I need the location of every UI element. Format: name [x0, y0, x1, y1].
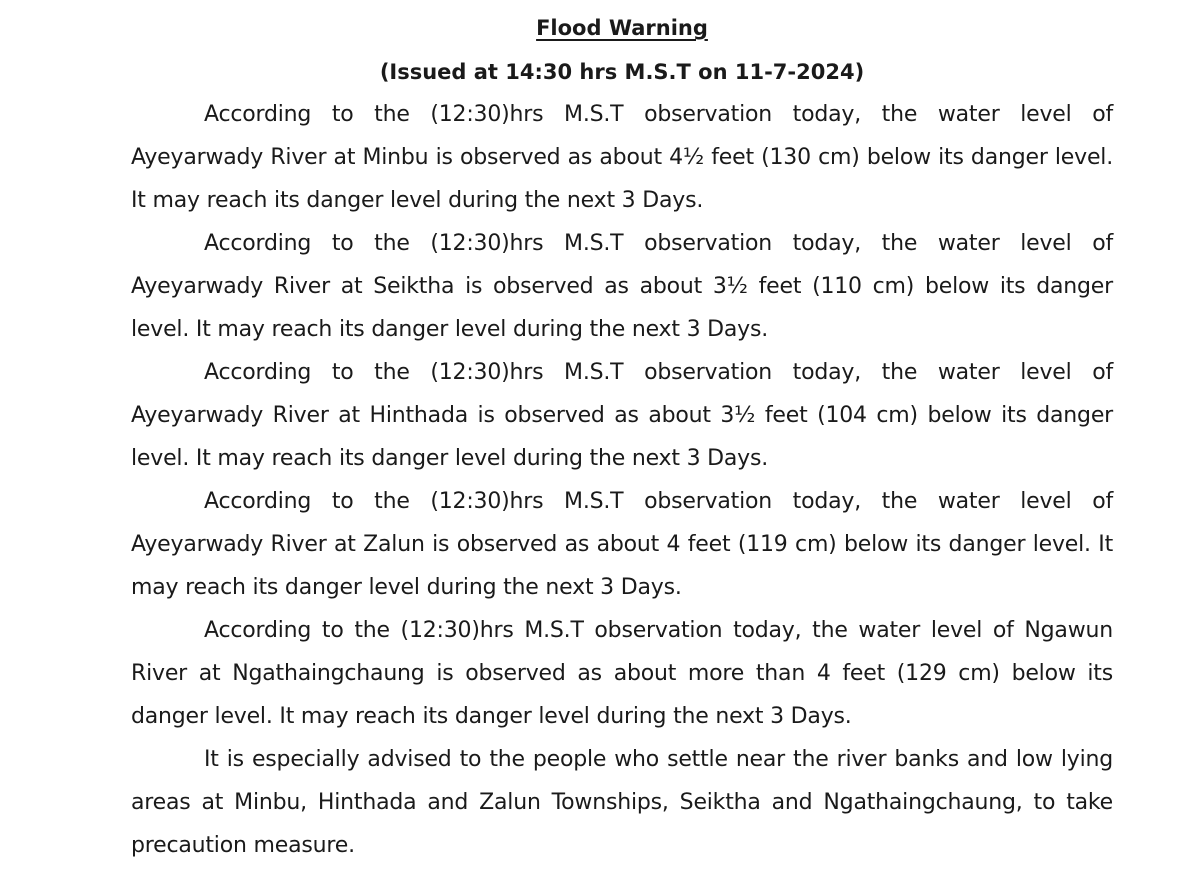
- paragraph-advisory: It is especially advised to the people who settle near the river banks and low lying areas at Minbu, Hinthada and Zalun Townships, Seiktha and Ngathaingchaung, to take precaution measure.: [131, 747, 1113, 858]
- paragraph-hinthada: According to the (12:30)hrs M.S.T observation today, the water level of Ayeyarwady River at Hinthada is observed as about 3½ feet (104 cm) below its danger level. It may reach its danger level during the next 3 Days.: [131, 360, 1113, 471]
- document-title-text: Flood Warning: [536, 16, 708, 40]
- document-title: [0, 12, 1200, 44]
- paragraph-minbu: According to the (12:30)hrs M.S.T observation today, the water level of Ayeyarwady River at Minbu is observed as about 4½ feet (130 cm) below its danger level. It may reach its danger level during the next 3 Days.: [131, 102, 1113, 213]
- document-body: [131, 93, 1113, 867]
- paragraph-ngathaingchaung: According to the (12:30)hrs M.S.T observation today, the water level of Ngawun River at Ngathaingchaung is observed as about more than 4 feet (129 cm) below its danger level. It may reach its danger level during the next 3 Days.: [131, 618, 1113, 729]
- issued-line: (Issued at 14:30 hrs M.S.T on 11-7-2024): [379, 60, 865, 84]
- paragraph-zalun: According to the (12:30)hrs M.S.T observation today, the water level of Ayeyarwady River at Zalun is observed as about 4 feet (119 cm) below its danger level. It may reach its danger level during the next 3 Days.: [131, 489, 1113, 600]
- paragraph-seiktha: According to the (12:30)hrs M.S.T observation today, the water level of Ayeyarwady River at Seiktha is observed as about 3½ feet (110 cm) below its danger level. It may reach its danger level during the next 3 Days.: [131, 231, 1113, 342]
